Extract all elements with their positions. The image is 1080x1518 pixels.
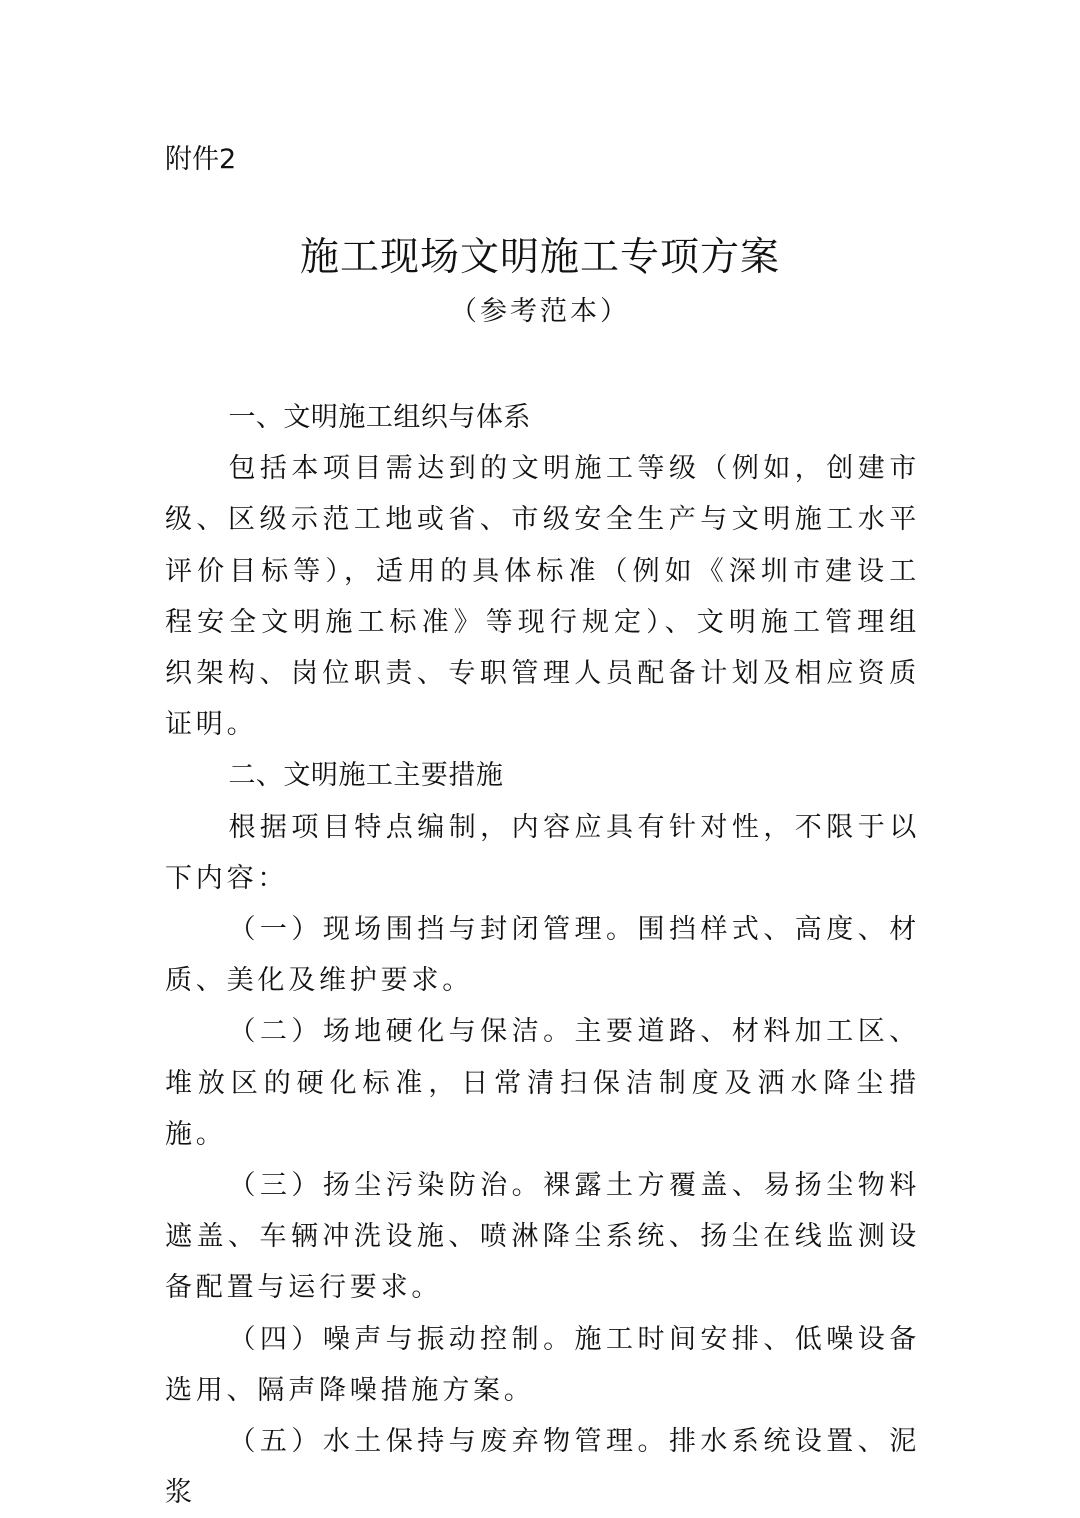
attachment-label: 附件2 bbox=[165, 144, 237, 175]
paragraph-2: 根据项目特点编制，内容应具有针对性，不限于以下内容： bbox=[165, 811, 920, 894]
section-heading-1: 一、文明施工组织与体系 bbox=[228, 402, 531, 433]
document-body bbox=[165, 392, 920, 1518]
document-subtitle: （参考范本） bbox=[450, 296, 630, 327]
list-item-1: （一）现场围挡与封闭管理。围挡样式、高度、材质、美化及维护要求。 bbox=[165, 914, 920, 997]
section-heading-2: 二、文明施工主要措施 bbox=[228, 760, 504, 792]
list-item-2: （二）场地硬化与保洁。主要道路、材料加工区、堆放区的硬化标准，日常清扫保洁制度及洒水降尘措施。 bbox=[165, 1016, 920, 1150]
list-item-5: （五）水土保持与废弃物管理。排水系统设置、泥浆 bbox=[165, 1426, 920, 1509]
document-title: 施工现场文明施工专项方案 bbox=[299, 235, 780, 280]
list-item-3: （三）扬尘污染防治。裸露土方覆盖、易扬尘物料遮盖、车辆冲洗设施、喷淋降尘系统、扬尘在线监测设备配置与运行要求。 bbox=[165, 1170, 920, 1304]
paragraph-1: 包括本项目需达到的文明施工等级（例如，创建市级、区级示范工地或省、市级安全生产与文明施工水平评价目标等），适用的具体标准（例如《深圳市建设工程安全文明施工标准》等现行规定）、文明施工管理组织架构、岗位职责、专职管理人员配备计划及相应资质证明。 bbox=[165, 453, 920, 741]
list-item-4: （四）噪声与振动控制。施工时间安排、低噪设备选用、隔声降噪措施方案。 bbox=[165, 1323, 920, 1406]
